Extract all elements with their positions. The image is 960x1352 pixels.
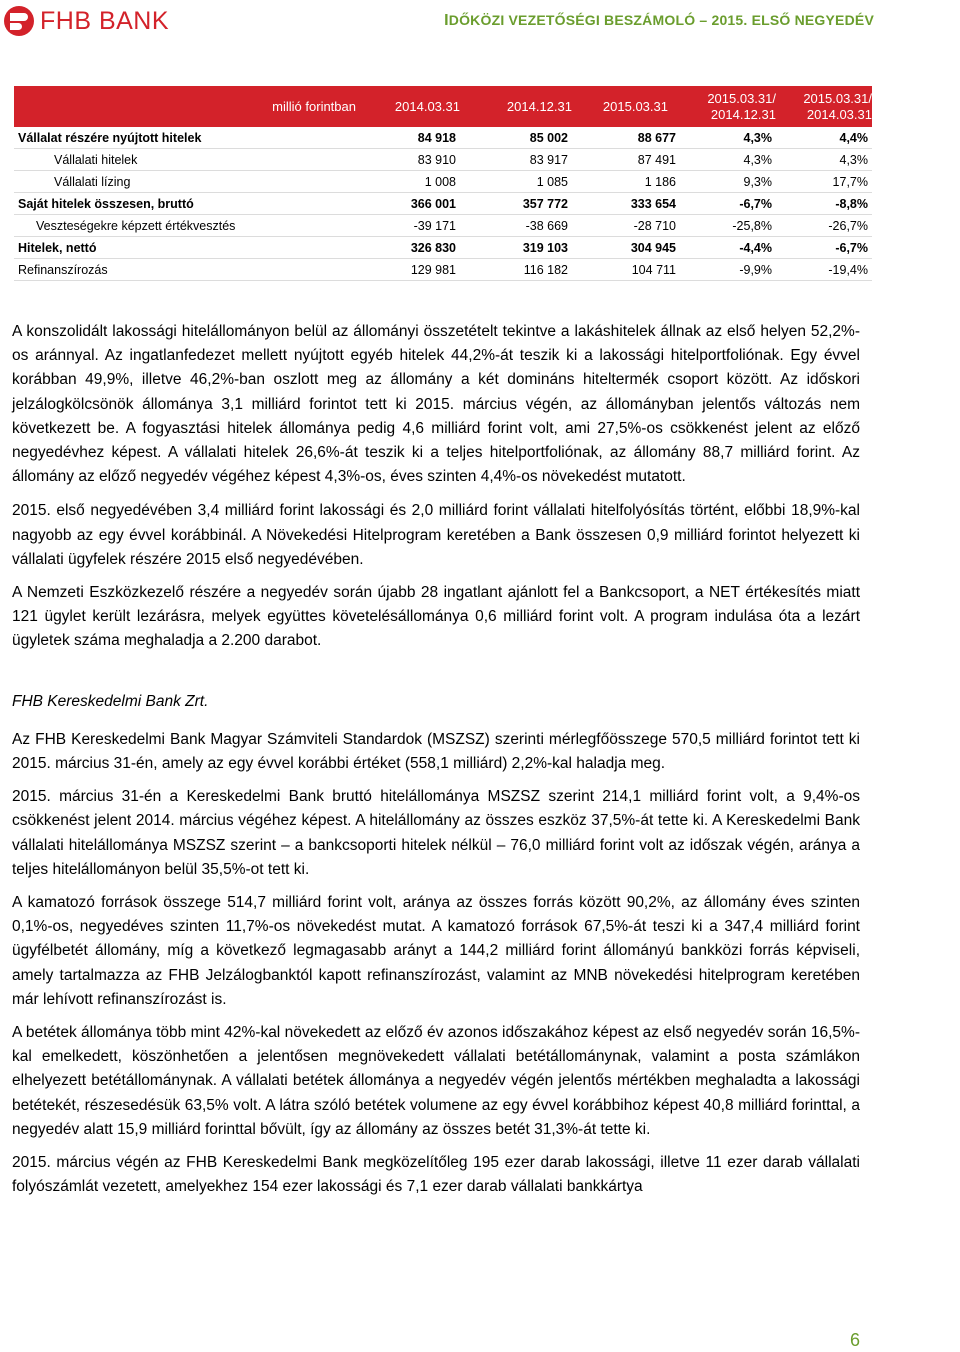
row-change-qoq: -4,4% [739, 240, 772, 255]
row-label: Vállalati lízing [54, 174, 131, 189]
row-change-yoy: -6,7% [835, 240, 868, 255]
row-value-2014-03: 83 910 [417, 152, 456, 167]
section-title-commercial-bank: FHB Kereskedelmi Bank Zrt. [12, 692, 209, 710]
row-value-2015-03: 88 677 [637, 130, 676, 145]
table-row [14, 193, 872, 215]
row-label: Veszteségekre képzett értékvesztés [36, 218, 236, 233]
row-value-2015-03: 333 654 [630, 196, 676, 211]
paragraph-retail-loans: A konszolidált lakossági hitelállományon belül az állományi összetételt tekintve a lakáshitelek állnak az első helyen 52,2%-os aránnyal. Az ingatlanfedezet mellett nyújtott egyéb hitelek 44,2%-át teszik ki a lakossági hitelportfoliónak. Egy évvel korábban 49,9%, illetve 46,2%-ban oszlott meg az állomány a két domináns hiteltermék csoport között. Az időskori jelzálogkölcsönök állománya 3,1 milliárd forintot tett ki 2015. március végén, az állományban jelentős változás nem következett be. A fogyasztási hitelek állománya pedig 4,6 milliárd forint volt, ami 27,5%-os csökkenést jelent az előző negyedévhez képest. A vállalati hitelek 26,6%-át teszik ki a teljes hitelportfoliónak, az állomány 88,7 milliárd forint. Az állomány az előző negyedév végéhez képest 4,3%-os, éves szinten 4,4%-os növekedést mutatott. [12, 323, 860, 486]
row-value-2014-03: 1 008 [424, 174, 456, 189]
row-change-yoy: -19,4% [828, 262, 868, 277]
paragraph-accounts: 2015. március végén az FHB Kereskedelmi Bank megközelítőleg 195 ezer darab lakossági, illetve 11 ezer darab vállalati folyószámlát vezetett, amelyekhez 154 ezer lakossági és 7,1 ezer darab vállalati bankkártya [12, 1154, 860, 1196]
paragraph-disbursements: 2015. első negyedévében 3,4 milliárd forint lakossági és 2,0 milliárd forint vállalati hitelfolyósítás történt, előbbi 18,9%-kal nagyobb az egy évvel korábbinál. A Növekedési Hitelprogram keretében a Bank összesen 0,9 milliárd forintot helyezett ki vállalati ügyfelek részére 2015 első negyedévében. [12, 502, 860, 568]
row-value-2015-03: 87 491 [637, 152, 676, 167]
table-header-col1: 2014.03.31 [394, 98, 460, 114]
report-title-rest: DŐKÖZI VEZETŐSÉGI BESZÁMOLÓ – 2015. ELSŐ NEGYEDÉV [448, 12, 874, 28]
paragraph-deposits: A betétek állománya több mint 42%-kal növekedett az előző év azonos időszakához képest az első negyedév során 16,5%-kal emelkedett, köszönhetően a jelentősen megnövekedett vállalati betétállománynak, valamint a posta számlákon elhelyezett betétállománynak. A vállalati betétek állománya a negyedév végén jelentős mértékben meghaladta a lakossági betétekét, részesedésük 63,5% volt. A látra szóló betétek volumene az egy évvel korábbihoz képest 40,8 milliárd forinttal, a negyedév alatt 15,9 milliárd forinttal bővült, így az állomány az összes betét 31,3%-át tette ki. [12, 1024, 860, 1138]
table-header-unit: millió forintban [272, 98, 356, 114]
row-label: Vállalati hitelek [54, 152, 138, 167]
row-change-qoq: -25,8% [732, 218, 772, 233]
table-row [14, 259, 872, 281]
table-row [14, 127, 872, 149]
row-change-yoy: -26,7% [828, 218, 868, 233]
row-value-2015-03: 1 186 [644, 174, 676, 189]
row-value-2014-12: 85 002 [529, 130, 568, 145]
fhb-bank-logo [4, 4, 169, 38]
row-change-yoy: 4,3% [839, 152, 868, 167]
row-value-2014-03: 129 981 [410, 262, 456, 277]
fhb-logo-icon [4, 6, 34, 36]
table-header-col5 [776, 86, 872, 127]
table-row [14, 237, 872, 259]
row-value-2014-03: 366 001 [410, 196, 456, 211]
row-label: Saját hitelek összesen, bruttó [18, 196, 194, 211]
table-row [14, 149, 872, 171]
row-value-2014-12: 83 917 [529, 152, 568, 167]
row-value-2015-03: 304 945 [630, 240, 676, 255]
paragraph-asset-manager: A Nemzeti Eszközkezelő részére a negyedév során újabb 28 ingatlant ajánlott fel a Bankcsoport, a NET értékesítés miatt 121 ügylet került lezárásra, melyek együttes követelésállománya 0,6 milliárd forint volt. A program indulása óta a lezárt ügyletek száma meghaladja a 2.200 darabot. [12, 584, 860, 650]
table-header-col5-line2: 2014.03.31 [806, 106, 872, 122]
table-header-col4 [680, 86, 776, 127]
table-header-col4-line1: 2015.03.31/ [707, 90, 776, 106]
row-label: Refinanszírozás [18, 262, 108, 277]
report-title [444, 12, 874, 30]
row-label: Hitelek, nettó [18, 240, 97, 255]
row-change-yoy: -8,8% [835, 196, 868, 211]
row-value-2014-12: -38 669 [525, 218, 568, 233]
table-header-col5-line1: 2015.03.31/ [803, 90, 872, 106]
row-change-qoq: 9,3% [743, 174, 772, 189]
row-value-2014-03: 84 918 [417, 130, 456, 145]
row-value-2014-03: -39 171 [413, 218, 456, 233]
row-value-2014-12: 116 182 [523, 262, 568, 277]
row-change-qoq: -6,7% [739, 196, 772, 211]
row-value-2014-03: 326 830 [410, 240, 456, 255]
row-value-2015-03: -28 710 [633, 218, 676, 233]
loans-table-grid [14, 86, 872, 281]
report-title-initial: I [444, 12, 449, 29]
row-value-2014-12: 1 085 [536, 174, 568, 189]
paragraph-balance-sheet: Az FHB Kereskedelmi Bank Magyar Számviteli Standardok (MSZSZ) szerinti mérlegfőösszege 570,5 milliárd forintot tett ki 2015. március 31-én, amely az egy évvel korábbi értéket (558,1 milliárd) 2,2%-kal haladja meg. [12, 730, 860, 773]
row-change-qoq: 4,3% [743, 130, 772, 145]
paragraph-loan-portfolio: 2015. március 31-én a Kereskedelmi Bank bruttó hitelállománya MSZSZ szerint 214,1 milliárd forint volt, a 9,4%-os csökkenést jelent 2014. március végéhez képest. A hitelállomány az összes eszköz 37,5%-át tette ki. A Kereskedelmi Bank vállalati hitelállománya MSZSZ szerint – a bankcsoporti hitelek nélkül – 76,0 milliárd forint volt az időszak végén, aránya a teljes hitelállományon belül 35,5%-ot tett ki. [12, 788, 860, 878]
row-value-2014-12: 357 772 [522, 196, 568, 211]
report-body [12, 320, 860, 1209]
row-change-qoq: -9,9% [739, 262, 772, 277]
table-row [14, 171, 872, 193]
row-change-yoy: 4,4% [839, 130, 868, 145]
logo-text: FHB BANK [40, 6, 170, 35]
row-value-2015-03: 104 711 [631, 262, 676, 277]
row-change-yoy: 17,7% [832, 174, 868, 189]
table-header-row [14, 86, 872, 127]
table-header-col3: 2015.03.31 [602, 98, 668, 114]
page-number: 6 [849, 1330, 860, 1350]
loans-table [14, 86, 872, 281]
paragraph-funding: A kamatozó források összege 514,7 milliárd forint volt, aránya az összes forrás között 90,2%, az állomány éves szinten 0,1%-os, negyedéves szinten 11,7%-os növekedést mutat. A kamatozó források 67,5%-át teszi ki a 347,4 milliárd forint ügyfélbetét állomány, míg a következő legmagasabb arányt a 144,2 milliárd forint állományú bankközi forrás képviseli, amely tartalmazza az FHB Jelzálogbanktól kapott refinanszírozást, valamint az MNB növekedési hitelprogram keretében már lehívott refinanszírozást is. [12, 894, 860, 1008]
row-value-2014-12: 319 103 [522, 240, 568, 255]
table-header-col2: 2014.12.31 [506, 98, 572, 114]
table-header-col4-line2: 2014.12.31 [710, 106, 776, 122]
table-row [14, 215, 872, 237]
row-change-qoq: 4,3% [743, 152, 772, 167]
row-label: Vállalat részére nyújtott hitelek [18, 130, 202, 145]
